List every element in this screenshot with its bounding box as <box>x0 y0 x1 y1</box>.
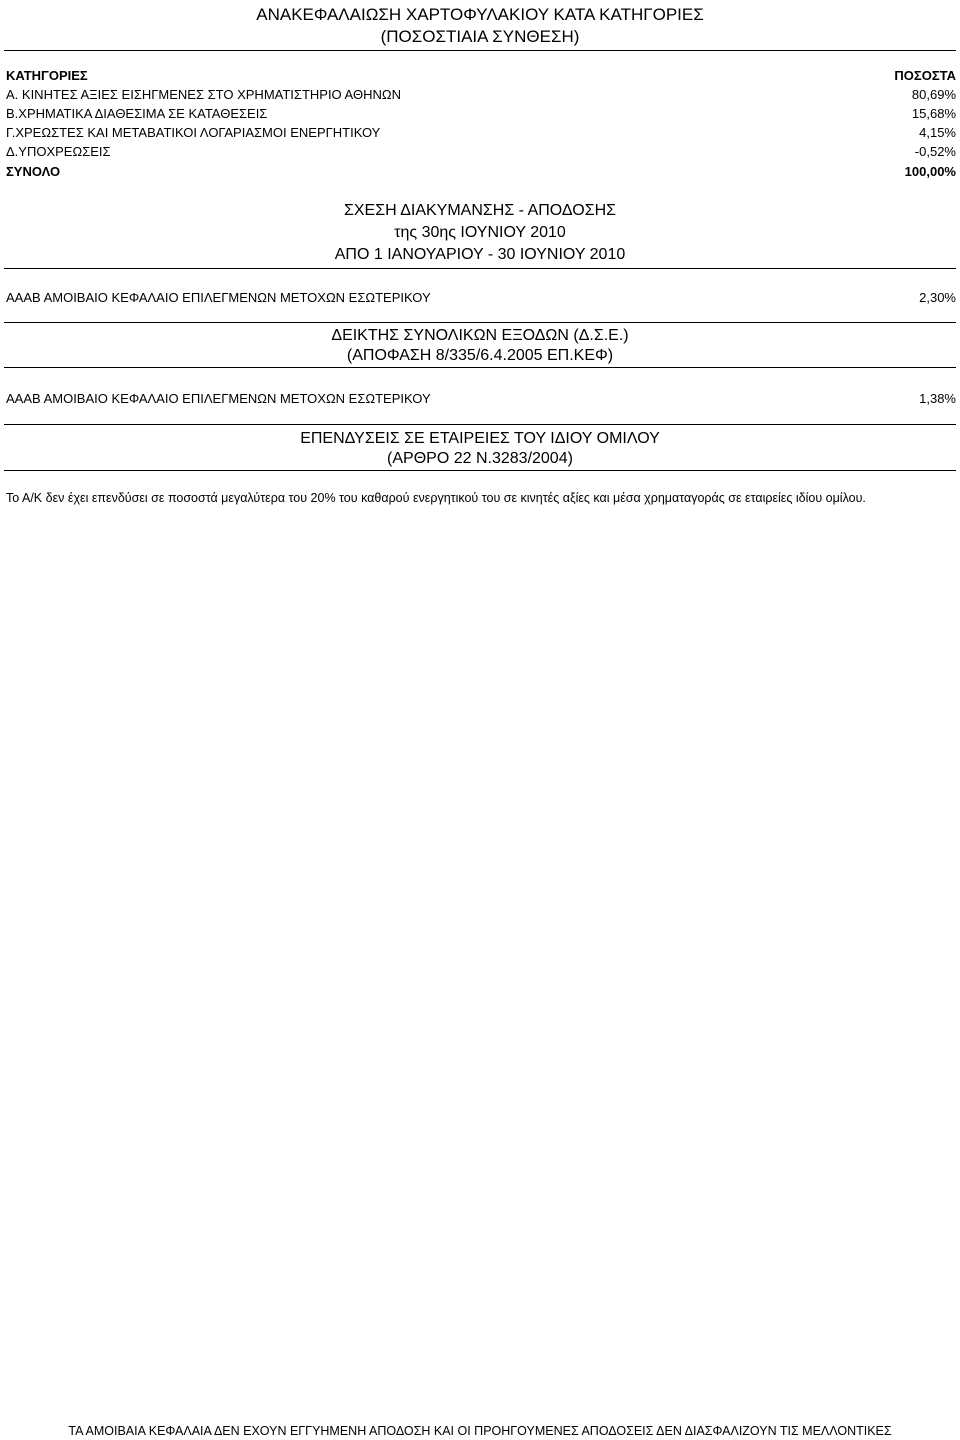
portfolio-row <box>6 104 956 124</box>
portfolio-row-label: Α. ΚΙΝΗΤΕΣ ΑΞΙΕΣ ΕΙΣΗΓΜΕΝΕΣ ΣΤΟ ΧΡΗΜΑΤΙΣΤΗΡΙΟ ΑΘΗΝΩΝ <box>6 87 401 102</box>
portfolio-row-value: -0,52% <box>914 144 956 159</box>
expense-fund-value: 1,38% <box>919 391 956 406</box>
title-divider <box>4 50 956 51</box>
volatility-title-line-2: της 30ης ΙΟΥΝΙΟΥ 2010 <box>394 224 566 241</box>
portfolio-total-row <box>6 162 956 182</box>
expense-ratio-title-line-2: (ΑΠΟΦΑΣΗ 8/335/6.4.2005 ΕΠ.ΚΕΦ) <box>346 347 614 364</box>
portfolio-row-label: Δ.ΥΠΟΧΡΕΩΣΕΙΣ <box>6 144 111 159</box>
portfolio-row <box>6 85 956 105</box>
column-header-categories: ΚΑΤΗΓΟΡΙΕΣ <box>6 68 88 83</box>
volatility-divider <box>4 268 956 269</box>
volatility-fund-row <box>6 288 956 308</box>
group-divider-top <box>4 424 956 425</box>
portfolio-total-label: ΣΥΝΟΛΟ <box>6 164 61 179</box>
volatility-title-line-3: ΑΠΟ 1 ΙΑΝΟΥΑΡΙΟΥ - 30 ΙΟΥΝΙΟΥ 2010 <box>334 246 626 263</box>
portfolio-header-row <box>6 66 956 86</box>
portfolio-row <box>6 142 956 162</box>
portfolio-row-value: 80,69% <box>911 87 956 102</box>
expense-ratio-title-line-1: ΔΕΙΚΤΗΣ ΣΥΝΟΛΙΚΩΝ ΕΞΟΔΩΝ (Δ.Σ.Ε.) <box>331 327 629 344</box>
volatility-fund-label: ΑΑΑΒ ΑΜΟΙΒΑΙΟ ΚΕΦΑΛΑΙΟ ΕΠΙΛΕΓΜΕΝΩΝ ΜΕΤΟΧΩΝ ΕΣΩΤΕΡΙΚΟΥ <box>6 290 431 305</box>
footer-disclaimer: ΤΑ ΑΜΟΙΒΑΙΑ ΚΕΦΑΛΑΙΑ ΔΕΝ ΕΧΟΥΝ ΕΓΓΥΗΜΕΝΗ ΑΠΟΔΟΣΗ ΚΑΙ ΟΙ ΠΡΟΗΓΟΥΜΕΝΕΣ ΑΠΟΔΟΣΕΙΣ ΔΕΝ ΔΙΑΣΦΑΛΙΖΟΥΝ ΤΙΣ ΜΕΛΛΟΝΤΙΚΕΣ <box>68 1424 892 1438</box>
group-divider-bottom <box>4 470 956 471</box>
portfolio-total-value: 100,00% <box>904 164 956 179</box>
portfolio-row-value: 4,15% <box>919 125 956 140</box>
portfolio-row-label: Γ.ΧΡΕΩΣΤΕΣ ΚΑΙ ΜΕΤΑΒΑΤΙΚΟΙ ΛΟΓΑΡΙΑΣΜΟΙ ΕΝΕΡΓΗΤΙΚΟΥ <box>6 125 381 140</box>
column-header-percent: ΠΟΣΟΣΤΑ <box>894 68 956 83</box>
document-title-line-2: (ΠΟΣΟΣΤΙΑΙΑ ΣΥΝΘΕΣΗ) <box>380 27 580 46</box>
group-investments-title-line-2: (ΑΡΘΡΟ 22 Ν.3283/2004) <box>387 450 573 467</box>
group-investments-title-line-1: ΕΠΕΝΔΥΣΕΙΣ ΣΕ ΕΤΑΙΡΕΙΕΣ ΤΟΥ ΙΔΙΟΥ ΟΜΙΛΟΥ <box>300 430 660 447</box>
portfolio-row-value: 15,68% <box>911 106 956 121</box>
expense-fund-row <box>6 389 956 409</box>
expense-fund-label: ΑΑΑΒ ΑΜΟΙΒΑΙΟ ΚΕΦΑΛΑΙΟ ΕΠΙΛΕΓΜΕΝΩΝ ΜΕΤΟΧΩΝ ΕΣΩΤΕΡΙΚΟΥ <box>6 391 431 406</box>
volatility-fund-value: 2,30% <box>919 290 956 305</box>
document-title <box>4 4 956 48</box>
volatility-title-line-1: ΣΧΕΣΗ ΔΙΑΚΥΜΑΝΣΗΣ - ΑΠΟΔΟΣΗΣ <box>343 202 617 219</box>
expense-divider-bottom <box>4 367 956 368</box>
document-title-line-1: ΑΝΑΚΕΦΑΛΑΙΩΣΗ ΧΑΡΤΟΦΥΛΑΚΙΟΥ ΚΑΤΑ ΚΑΤΗΓΟΡΙΕΣ <box>256 5 704 24</box>
expense-ratio-title <box>4 326 956 366</box>
volatility-title <box>4 201 956 265</box>
expense-divider-top <box>4 322 956 323</box>
portfolio-row <box>6 123 956 143</box>
group-investments-title <box>4 429 956 469</box>
group-investments-note: Το Α/Κ δεν έχει επενδύσει σε ποσοστά μεγαλύτερα του 20% του καθαρού ενεργητικού του σε κινητές αξίες και μέσα χρηματαγοράς σε εταιρείες ιδίου ομίλου. <box>6 491 866 505</box>
portfolio-row-label: Β.ΧΡΗΜΑΤΙΚΑ ΔΙΑΘΕΣΙΜΑ ΣΕ ΚΑΤΑΘΕΣΕΙΣ <box>6 106 268 121</box>
